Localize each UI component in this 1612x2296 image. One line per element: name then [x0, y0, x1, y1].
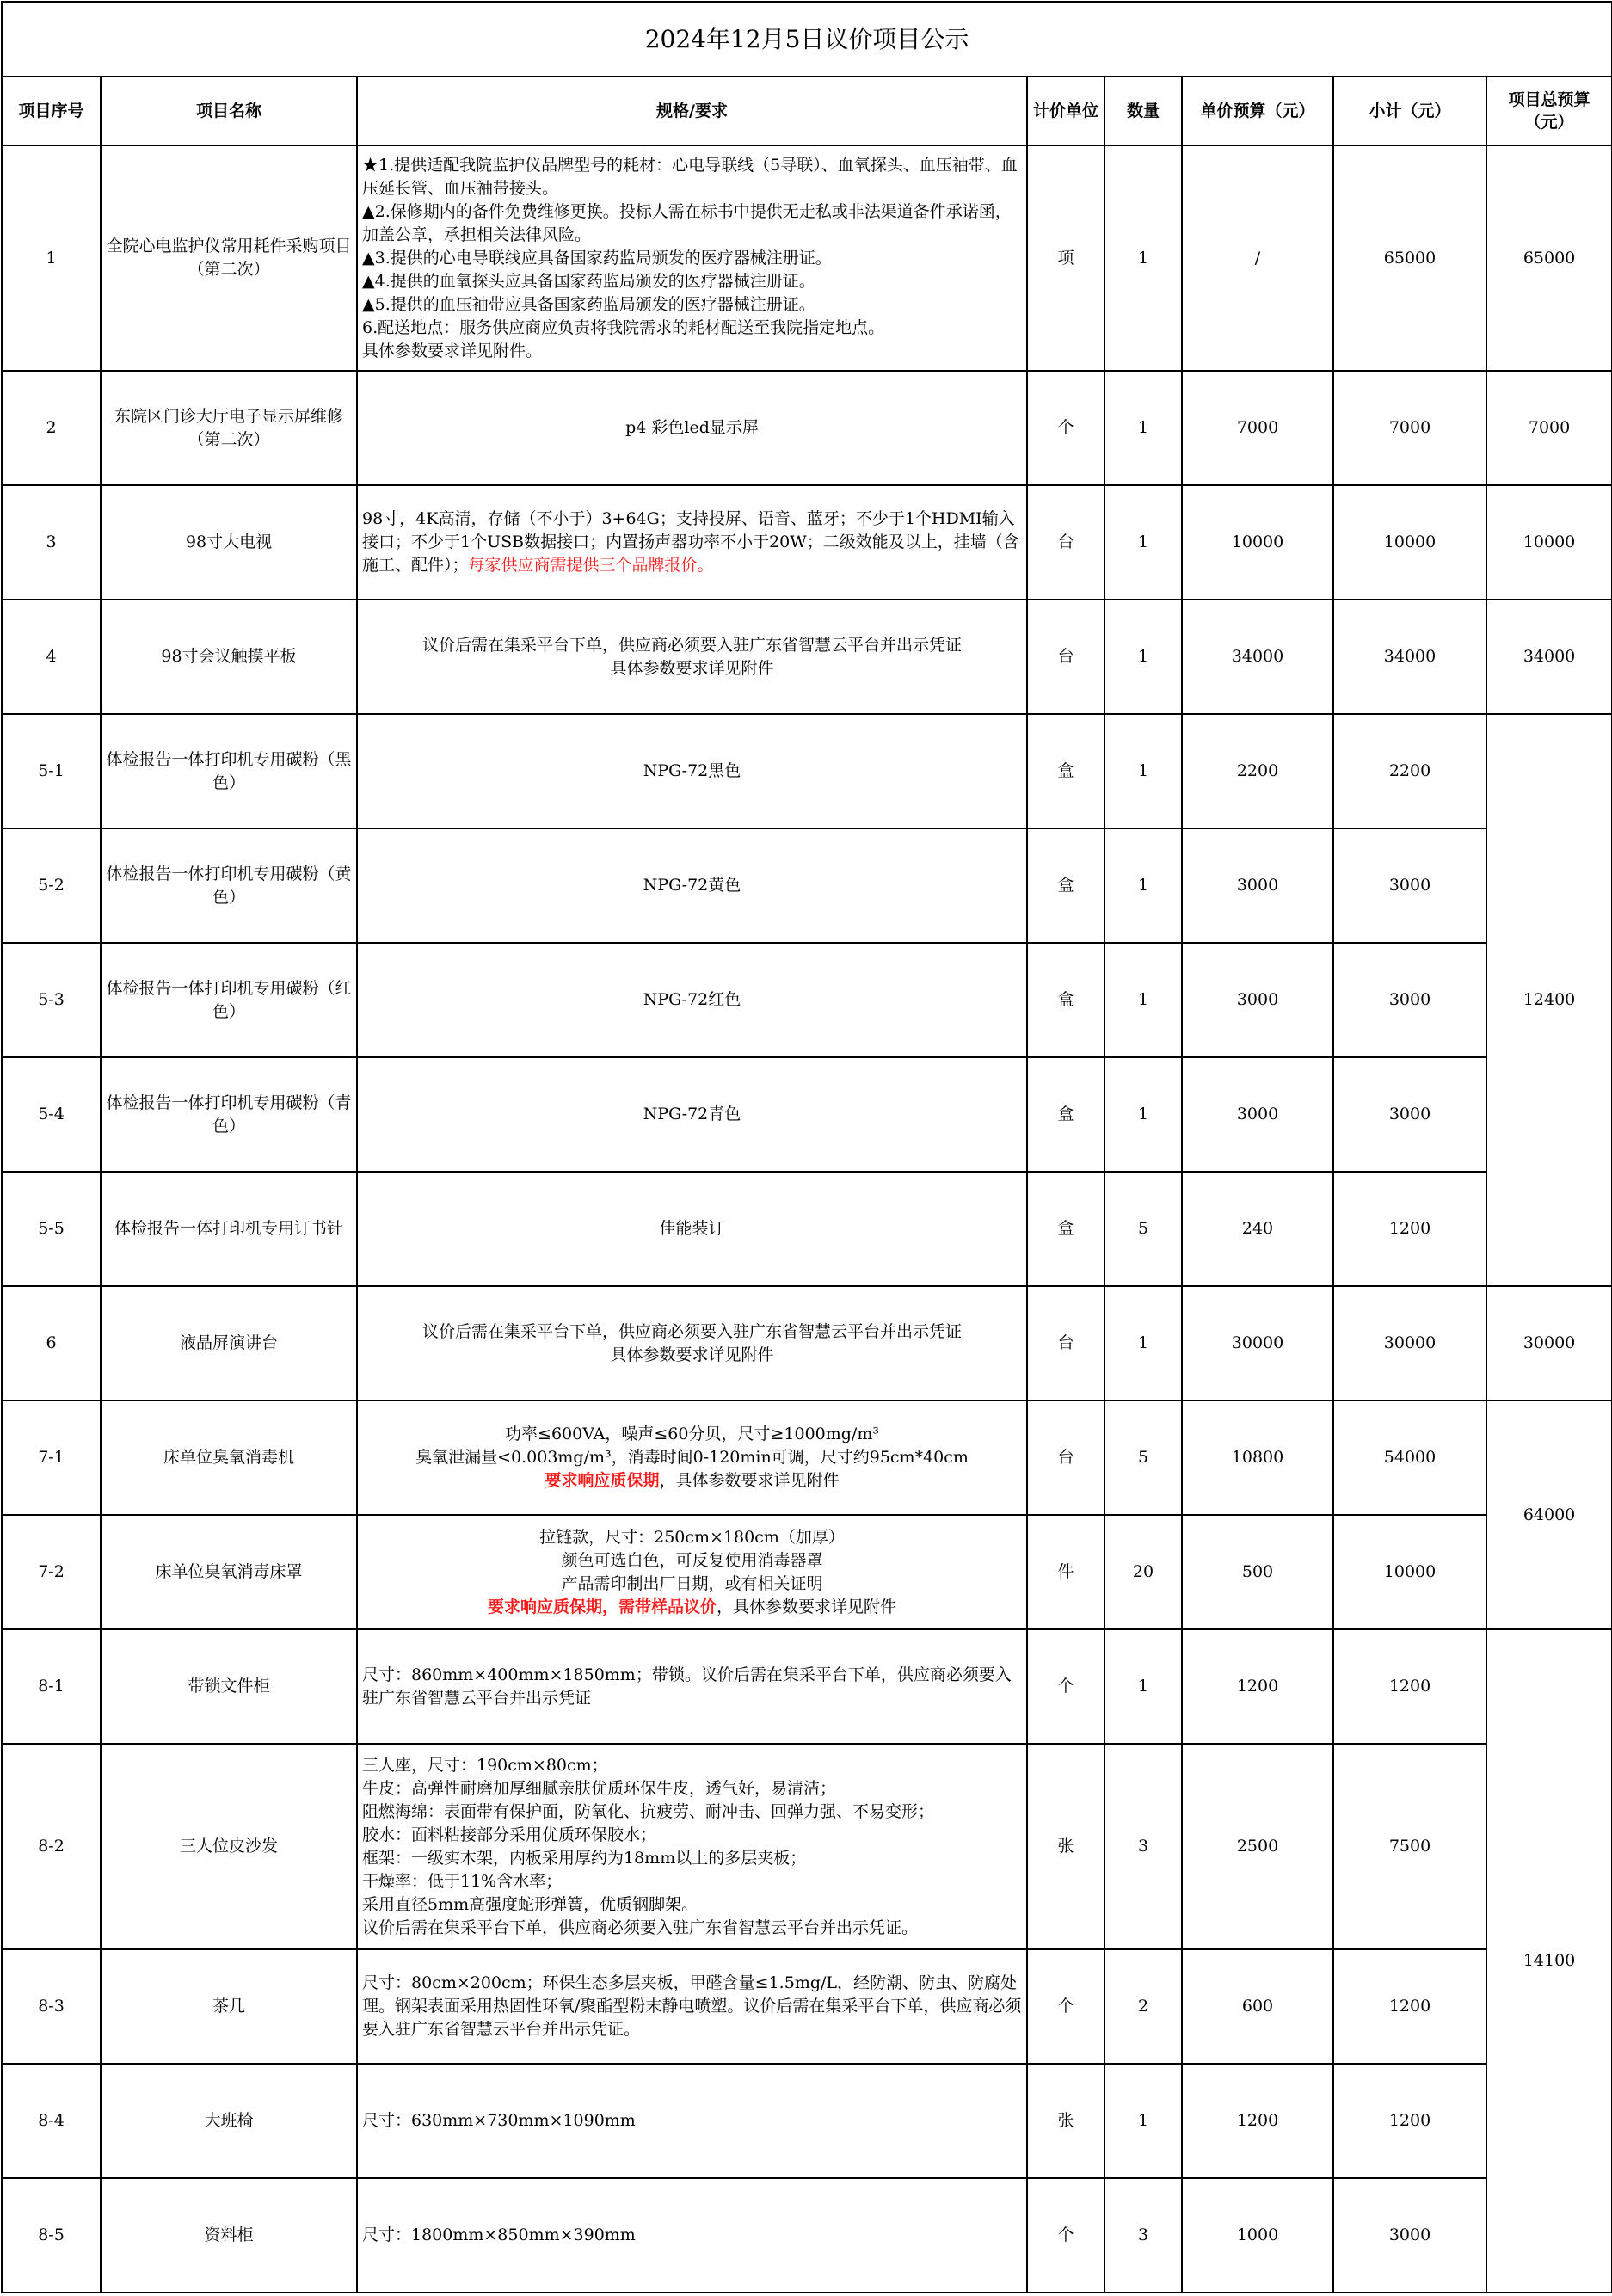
table-body [2, 2, 1612, 2293]
spec-text: 拉链款，尺寸：250cm×180cm（加厚） [539, 1527, 845, 1547]
spec-text: NPG-72黑色 [643, 761, 741, 780]
subtotal-cell: 30000 [1333, 1286, 1486, 1400]
quantity-cell: 1 [1104, 1057, 1182, 1172]
spec-cell [357, 1949, 1027, 2064]
item-name-cell: 体检报告一体打印机专用碳粉（黑色） [101, 714, 357, 828]
subtotal-cell: 65000 [1333, 145, 1486, 371]
table-row [2, 1515, 1612, 1629]
item-no-cell: 8-3 [2, 1949, 101, 2064]
quantity-cell: 1 [1104, 943, 1182, 1057]
unit-cell: 盒 [1027, 943, 1104, 1057]
spec-line [362, 1824, 1022, 1847]
spec-line [361, 1344, 1023, 1367]
total-budget-cell: 12400 [1486, 714, 1612, 1286]
unit-cell: 个 [1027, 371, 1104, 485]
unit-price-cell: / [1182, 145, 1333, 371]
unit-cell: 件 [1027, 1515, 1104, 1629]
spec-text: 佳能装订 [659, 1219, 725, 1238]
item-no-cell: 2 [2, 371, 101, 485]
table-row [2, 1949, 1612, 2064]
spec-cell [357, 1744, 1027, 1949]
unit-cell: 盒 [1027, 1057, 1104, 1172]
spec-line [362, 293, 1022, 317]
spec-text: NPG-72黄色 [643, 876, 741, 895]
spec-line [362, 2224, 1022, 2247]
spec-text: 尺寸：80cm×200cm；环保生态多层夹板，甲醛含量≤1.5mg/L，经防潮、防虫、防腐处理。钢架表面采用热固性环氧/聚酯型粉末静电喷塑。议价后需在集采平台下单，供应商必须要入驻广东省智慧云平台并出示凭证。 [362, 1973, 1022, 2039]
item-name-cell: 全院心电监护仪常用耗件采购项目（第二次） [101, 145, 357, 371]
spec-line [361, 1423, 1023, 1446]
spec-line [361, 1596, 1023, 1619]
spec-cell [357, 1629, 1027, 1744]
header-quantity: 数量 [1104, 77, 1182, 145]
subtotal-cell: 54000 [1333, 1400, 1486, 1515]
spec-cell [357, 943, 1027, 1057]
item-no-cell: 5-1 [2, 714, 101, 828]
item-name-cell: 体检报告一体打印机专用订书针 [101, 1172, 357, 1286]
unit-cell: 盒 [1027, 714, 1104, 828]
total-budget-cell: 65000 [1486, 145, 1612, 371]
item-name-cell: 98寸大电视 [101, 485, 357, 600]
item-no-cell: 7-1 [2, 1400, 101, 1515]
quantity-cell: 1 [1104, 600, 1182, 714]
spec-text: 采用直径5mm高强度蛇形弹簧，优质钢脚架。 [362, 1894, 698, 1914]
subtotal-cell: 1200 [1333, 1949, 1486, 2064]
unit-price-cell: 1200 [1182, 1629, 1333, 1744]
spec-cell [357, 1400, 1027, 1515]
table-row [2, 1286, 1612, 1400]
spec-line [362, 1800, 1022, 1824]
table-row [2, 943, 1612, 1057]
spec-line [361, 657, 1023, 680]
spec-text: 具体参数要求详见附件 [610, 1345, 774, 1364]
item-no-cell: 8-4 [2, 2064, 101, 2178]
header-subtotal: 小计（元） [1333, 77, 1486, 145]
spec-text: ▲3.提供的心电导联线应具备国家药监局颁发的医疗器械注册证。 [362, 248, 832, 268]
spec-line [361, 1573, 1023, 1596]
spec-line [362, 1972, 1022, 2041]
spec-cell [357, 828, 1027, 943]
unit-price-cell: 3000 [1182, 1057, 1333, 1172]
quantity-cell: 3 [1104, 1744, 1182, 1949]
header-item-no: 项目序号 [2, 77, 101, 145]
item-no-cell: 3 [2, 485, 101, 600]
item-name-cell: 三人位皮沙发 [101, 1744, 357, 1949]
header-item-name: 项目名称 [101, 77, 357, 145]
unit-cell: 项 [1027, 145, 1104, 371]
spec-text: 功率≤600VA，噪声≤60分贝，尺寸≥1000mg/m³ [505, 1425, 879, 1443]
item-no-cell: 5-3 [2, 943, 101, 1057]
unit-cell: 盒 [1027, 828, 1104, 943]
quantity-cell: 1 [1104, 145, 1182, 371]
price-negotiation-table [1, 1, 1612, 2293]
unit-cell: 张 [1027, 2064, 1104, 2178]
quantity-cell: 5 [1104, 1400, 1182, 1515]
spec-text: 颜色可选白色，可反复使用消毒器罩 [561, 1550, 823, 1570]
item-no-cell: 7-2 [2, 1515, 101, 1629]
spec-text: ★1.提供适配我院监护仪品牌型号的耗材：心电导联线（5导联）、血氧探头、血压袖带、血压延长管、血压袖带接头。 [362, 155, 1018, 198]
item-name-cell: 大班椅 [101, 2064, 357, 2178]
table-row [2, 485, 1612, 600]
item-no-cell: 5-4 [2, 1057, 101, 1172]
item-name-cell: 茶几 [101, 1949, 357, 2064]
subtotal-cell: 3000 [1333, 1057, 1486, 1172]
header-unit: 计价单位 [1027, 77, 1104, 145]
spec-text: 尺寸：1800mm×850mm×390mm [362, 2225, 636, 2244]
header-total-budget: 项目总预算（元） [1486, 77, 1612, 145]
spec-line [362, 200, 1022, 247]
unit-price-cell: 3000 [1182, 943, 1333, 1057]
item-name-cell: 体检报告一体打印机专用碳粉（青色） [101, 1057, 357, 1172]
spec-cell [357, 2064, 1027, 2178]
title-row [2, 2, 1612, 77]
table-row [2, 371, 1612, 485]
unit-price-cell: 7000 [1182, 371, 1333, 485]
item-name-cell: 床单位臭氧消毒床罩 [101, 1515, 357, 1629]
subtotal-cell: 7000 [1333, 371, 1486, 485]
quantity-cell: 1 [1104, 1286, 1182, 1400]
spec-line [362, 1847, 1022, 1870]
spec-text: NPG-72红色 [643, 990, 741, 1009]
spec-text: 尺寸：630mm×730mm×1090mm [362, 2111, 636, 2130]
subtotal-cell: 3000 [1333, 828, 1486, 943]
quantity-cell: 1 [1104, 828, 1182, 943]
spec-cell [357, 371, 1027, 485]
subtotal-cell: 3000 [1333, 943, 1486, 1057]
spec-line [361, 1446, 1023, 1469]
table-row [2, 714, 1612, 828]
item-no-cell: 4 [2, 600, 101, 714]
subtotal-cell: 10000 [1333, 1515, 1486, 1629]
unit-price-cell: 30000 [1182, 1286, 1333, 1400]
item-name-cell: 东院区门诊大厅电子显示屏维修（第二次） [101, 371, 357, 485]
unit-cell: 盒 [1027, 1172, 1104, 1286]
unit-price-cell: 2200 [1182, 714, 1333, 828]
spec-line [361, 760, 1023, 783]
unit-cell: 个 [1027, 1629, 1104, 1744]
unit-cell: 台 [1027, 1286, 1104, 1400]
spec-cell [357, 1057, 1027, 1172]
spec-cell [357, 1172, 1027, 1286]
unit-price-cell: 600 [1182, 1949, 1333, 2064]
spec-text: 98寸，4K高清，存储（不小于）3+64G；支持投屏、语音、蓝牙；不少于1个HDMI输入接口；不少于1个USB数据接口；内置扬声器功率不小于20W；二级效能及以上，挂墙（含施工、配件）； [362, 509, 1019, 575]
total-budget-cell: 30000 [1486, 1286, 1612, 1400]
subtotal-cell: 1200 [1333, 1629, 1486, 1744]
spec-cell [357, 600, 1027, 714]
subtotal-cell: 10000 [1333, 485, 1486, 600]
spec-line [362, 317, 1022, 340]
spec-text: ，具体参数要求详见附件 [717, 1597, 897, 1616]
total-budget-cell: 14100 [1486, 1629, 1612, 2293]
spec-text: 臭氧泄漏量<0.003mg/m³，消毒时间0-120min可调，尺寸约95cm*40cm [415, 1448, 969, 1467]
total-budget-cell: 7000 [1486, 371, 1612, 485]
table-row [2, 1400, 1612, 1515]
spec-cell [357, 1515, 1027, 1629]
page-title: 2024年12月5日议价项目公示 [2, 2, 1612, 77]
item-name-cell: 体检报告一体打印机专用碳粉（红色） [101, 943, 357, 1057]
spec-cell [357, 1286, 1027, 1400]
unit-cell: 个 [1027, 1949, 1104, 2064]
spec-text: ▲2.保修期内的备件免费维修更换。投标人需在标书中提供无走私或非法渠道备件承诺函，加盖公章，承担相关法律风险。 [362, 201, 1012, 244]
item-no-cell: 8-1 [2, 1629, 101, 1744]
total-budget-cell: 34000 [1486, 600, 1612, 714]
table-row [2, 2178, 1612, 2293]
spec-text: 干燥率：低于11%含水率； [362, 1871, 563, 1891]
spec-text: 议价后需在集采平台下单，供应商必须要入驻广东省智慧云平台并出示凭证 [421, 1321, 962, 1341]
spec-line [361, 1469, 1023, 1493]
spec-cell [357, 145, 1027, 371]
item-no-cell: 1 [2, 145, 101, 371]
table-row [2, 1057, 1612, 1172]
unit-price-cell: 3000 [1182, 828, 1333, 943]
unit-cell: 台 [1027, 1400, 1104, 1515]
table-row [2, 1172, 1612, 1286]
spec-text: 具体参数要求详见附件 [610, 658, 774, 678]
total-budget-cell: 10000 [1486, 485, 1612, 600]
spec-text: 三人座，尺寸：190cm×80cm； [362, 1755, 608, 1775]
spec-text: 6.配送地点：服务供应商应负责将我院需求的耗材配送至我院指定地点。 [362, 317, 885, 337]
unit-price-cell: 2500 [1182, 1744, 1333, 1949]
quantity-cell: 1 [1104, 485, 1182, 600]
spec-line [361, 1103, 1023, 1126]
item-no-cell: 5-2 [2, 828, 101, 943]
unit-price-cell: 500 [1182, 1515, 1333, 1629]
spec-cell [357, 2178, 1027, 2293]
spec-text: 产品需印制出厂日期，或有相关证明 [561, 1573, 823, 1593]
spec-line [362, 154, 1022, 200]
item-name-cell: 液晶屏演讲台 [101, 1286, 357, 1400]
item-name-cell: 带锁文件柜 [101, 1629, 357, 1744]
spec-line [362, 340, 1022, 363]
spec-line [362, 247, 1022, 270]
spec-text: 每家供应商需提供三个品牌报价。 [468, 556, 714, 575]
spec-cell [357, 485, 1027, 600]
quantity-cell: 1 [1104, 1629, 1182, 1744]
spec-line [362, 508, 1022, 577]
subtotal-cell: 34000 [1333, 600, 1486, 714]
unit-price-cell: 1200 [1182, 2064, 1333, 2178]
unit-price-cell: 34000 [1182, 600, 1333, 714]
item-no-cell: 5-5 [2, 1172, 101, 1286]
unit-cell: 台 [1027, 600, 1104, 714]
spec-text: ，具体参数要求详见附件 [659, 1471, 840, 1490]
quantity-cell: 3 [1104, 2178, 1182, 2293]
subtotal-cell: 1200 [1333, 1172, 1486, 1286]
spec-text: 议价后需在集采平台下单，供应商必须要入驻广东省智慧云平台并出示凭证。 [362, 1917, 919, 1937]
spec-text: 要求响应质保期 [545, 1471, 660, 1490]
spec-line [362, 1870, 1022, 1893]
unit-price-cell: 10000 [1182, 485, 1333, 600]
header-unit-price: 单价预算（元） [1182, 77, 1333, 145]
unit-cell: 台 [1027, 485, 1104, 600]
spec-line [361, 988, 1023, 1012]
header-spec: 规格/要求 [357, 77, 1027, 145]
spec-line [361, 634, 1023, 657]
unit-price-cell: 240 [1182, 1172, 1333, 1286]
spec-text: ▲5.提供的血压袖带应具备国家药监局颁发的医疗器械注册证。 [362, 294, 815, 314]
item-name-cell: 资料柜 [101, 2178, 357, 2293]
spec-line [362, 1893, 1022, 1917]
spec-text: p4 彩色led显示屏 [625, 418, 759, 437]
spec-line [361, 1217, 1023, 1240]
spec-text: ▲4.提供的血氧探头应具备国家药监局颁发的医疗器械注册证。 [362, 271, 815, 291]
spec-text: 尺寸：860mm×400mm×1850mm；带锁。议价后需在集采平台下单，供应商必须要入驻广东省智慧云平台并出示凭证 [362, 1665, 1012, 1708]
quantity-cell: 1 [1104, 714, 1182, 828]
spec-text: 要求响应质保期，需带样品议价 [487, 1597, 717, 1616]
spec-text: 框架：一级实木架，内板采用厚约为18mm以上的多层夹板； [362, 1848, 807, 1868]
table-row [2, 145, 1612, 371]
spec-line [361, 1549, 1023, 1573]
spec-line [361, 874, 1023, 897]
unit-cell: 个 [1027, 2178, 1104, 2293]
item-no-cell: 8-5 [2, 2178, 101, 2293]
item-name-cell: 98寸会议触摸平板 [101, 600, 357, 714]
unit-price-cell: 1000 [1182, 2178, 1333, 2293]
table-row [2, 600, 1612, 714]
spec-line [362, 1754, 1022, 1777]
spec-line [362, 1917, 1022, 1940]
table-row [2, 1744, 1612, 1949]
spec-text: 阻燃海绵：表面带有保护面，防氧化、抗疲劳、耐冲击、回弹力强、不易变形； [362, 1801, 935, 1821]
spec-line [362, 1777, 1022, 1800]
total-budget-cell: 64000 [1486, 1400, 1612, 1629]
table-row [2, 828, 1612, 943]
spec-line [362, 1664, 1022, 1710]
spec-line [362, 2109, 1022, 2133]
spec-line [362, 270, 1022, 293]
quantity-cell: 5 [1104, 1172, 1182, 1286]
quantity-cell: 1 [1104, 371, 1182, 485]
quantity-cell: 2 [1104, 1949, 1182, 2064]
spec-line [361, 416, 1023, 440]
spec-text: 具体参数要求详见附件。 [362, 341, 543, 360]
subtotal-cell: 1200 [1333, 2064, 1486, 2178]
subtotal-cell: 2200 [1333, 714, 1486, 828]
table-row [2, 2064, 1612, 2178]
table-row [2, 1629, 1612, 1744]
spec-text: NPG-72青色 [643, 1105, 741, 1123]
spec-line [361, 1320, 1023, 1344]
item-name-cell: 体检报告一体打印机专用碳粉（黄色） [101, 828, 357, 943]
header-row [2, 77, 1612, 145]
item-no-cell: 6 [2, 1286, 101, 1400]
spec-text: 胶水：面料粘接部分采用优质环保胶水； [362, 1825, 657, 1844]
item-name-cell: 床单位臭氧消毒机 [101, 1400, 357, 1515]
spec-text: 议价后需在集采平台下单，供应商必须要入驻广东省智慧云平台并出示凭证 [421, 635, 962, 655]
item-no-cell: 8-2 [2, 1744, 101, 1949]
spec-text: 牛皮：高弹性耐磨加厚细腻亲肤优质环保牛皮，透气好，易清洁； [362, 1778, 837, 1798]
spec-line [361, 1526, 1023, 1549]
quantity-cell: 1 [1104, 2064, 1182, 2178]
subtotal-cell: 3000 [1333, 2178, 1486, 2293]
unit-price-cell: 10800 [1182, 1400, 1333, 1515]
spec-cell [357, 714, 1027, 828]
subtotal-cell: 7500 [1333, 1744, 1486, 1949]
quantity-cell: 20 [1104, 1515, 1182, 1629]
unit-cell: 张 [1027, 1744, 1104, 1949]
